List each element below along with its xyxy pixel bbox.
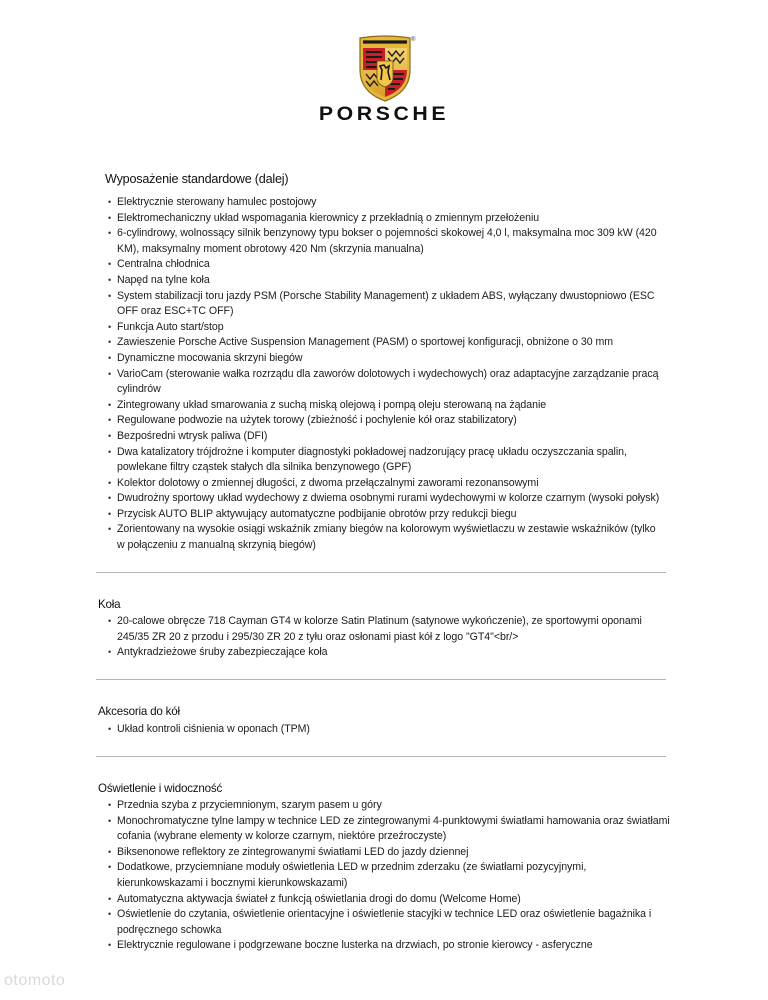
list-item: • Napęd na tylne koła (110, 273, 666, 289)
list-item: • Przycisk AUTO BLIP aktywujący automatyczne podbijanie obrotów przy redukcji biegu (110, 507, 666, 523)
wheels-list (110, 614, 670, 661)
wheel-accessories-list (110, 722, 670, 738)
list-item: • Dwa katalizatory trójdrożne i komputer diagnostyki pokładowej nadzorujący pracę układu oczyszczania spalin, powlekane filtry cząstek stałych dla silnika benzynowego (GPF) (110, 445, 666, 476)
list-item: • Monochromatyczne tylne lampy w technice LED ze zintegrowanymi 4-punktowymi światłami hamowania oraz światłami cofania (wybrane elementy w kolorze czarnym, niektóre przeźroczyste) (110, 814, 670, 845)
list-item: • Elektrycznie regulowane i podgrzewane boczne lusterka na drzwiach, po stronie kierowcy - asferyczne (110, 938, 670, 954)
registered-mark: ® (411, 37, 416, 43)
section-title-lighting-visibility: Oświetlenie i widoczność (98, 782, 223, 795)
list-item: • Kolektor dolotowy o zmiennej długości, z dwoma przełączalnymi zaworami rezonansowymi (110, 476, 666, 492)
list-item: • Oświetlenie do czytania, oświetlenie orientacyjne i oświetlenie stacyjki w technice LED oraz oświetlenie bagażnika i podręcznego schowka (110, 907, 670, 938)
section-divider (96, 572, 666, 573)
list-item: • Zawieszenie Porsche Active Suspension Management (PASM) o sportowej konfiguracji, obniżone o 30 mm (110, 335, 666, 351)
list-item: • Zorientowany na wysokie osiągi wskaźnik zmiany biegów na kolorowym wyświetlaczu w zestawie wskaźników (tylko w połączeniu z manualną skrzynią biegów) (110, 522, 666, 553)
watermark: otomoto (4, 972, 66, 989)
section-title-wheel-accessories: Akcesoria do kół (98, 705, 180, 718)
list-item: • Bezpośredni wtrysk paliwa (DFI) (110, 429, 666, 445)
list-item: • 20-calowe obręcze 718 Cayman GT4 w kolorze Satin Platinum (satynowe wykończenie), ze sportowymi oponami 245/35 ZR 20 z przodu i 295/30 ZR 20 z tyłu oraz osłonami piast kół z logo "GT4"<br/> (110, 614, 670, 645)
list-item: • Dodatkowe, przyciemniane moduły oświetlenia LED w przednim zderzaku (ze światłami pozycyjnymi, kierunkowskazami i bocznymi kierunkowskazami) (110, 860, 670, 891)
list-item: • Układ kontroli ciśnienia w oponach (TPM) (110, 722, 670, 738)
section-title-wheels: Koła (98, 598, 121, 611)
list-item: • Biksenonowe reflektory ze zintegrowanymi światłami LED do jazdy dziennej (110, 845, 670, 861)
list-item: • Elektromechaniczny układ wspomagania kierownicy z przekładnią o zmiennym przełożeniu (110, 211, 666, 227)
list-item: • Automatyczna aktywacja świateł z funkcją oświetlania drogi do domu (Welcome Home) (110, 892, 670, 908)
list-item: • System stabilizacji toru jazdy PSM (Porsche Stability Management) z układem ABS, wyłączany dwustopniowo (ESC OFF oraz ESC+TC OFF) (110, 289, 666, 320)
list-item: • Dynamiczne mocowania skrzyni biegów (110, 351, 666, 367)
list-item: • Przednia szyba z przyciemnionym, szarym pasem u góry (110, 798, 670, 814)
section-title-standard-equipment: Wyposażenie standardowe (dalej) (105, 172, 289, 186)
porsche-crest-logo (357, 34, 416, 102)
section-divider (96, 756, 666, 757)
list-item: • Antykradzieżowe śruby zabezpieczające koła (110, 645, 670, 661)
lighting-visibility-list (110, 798, 670, 954)
list-item: • Elektrycznie sterowany hamulec postojowy (110, 195, 666, 211)
list-item: • Regulowane podwozie na użytek torowy (zbieżność i pochylenie kół oraz stabilizatory) (110, 413, 666, 429)
list-item: • 6-cylindrowy, wolnossący silnik benzynowy typu bokser o pojemności skokowej 4,0 l, maksymalna moc 309 kW (420 KM), maksymalny moment obrotowy 420 Nm (skrzynia manualna) (110, 226, 666, 257)
list-item: • Funkcja Auto start/stop (110, 320, 666, 336)
list-item: • Centralna chłodnica (110, 257, 666, 273)
list-item: • Dwudrożny sportowy układ wydechowy z dwiema osobnymi rurami wydechowymi w kolorze czarnym (wysoki połysk) (110, 491, 666, 507)
list-item: • Zintegrowany układ smarowania z suchą miską olejową i pompą oleju sterowaną na żądanie (110, 398, 666, 414)
standard-equipment-list (110, 195, 666, 554)
section-divider (96, 679, 666, 680)
porsche-wordmark: PORSCHE (318, 104, 450, 125)
list-item: • VarioCam (sterowanie wałka rozrządu dla zaworów dolotowych i wydechowych) oraz adaptacyjne zarządzanie pracą cylindrów (110, 367, 666, 398)
